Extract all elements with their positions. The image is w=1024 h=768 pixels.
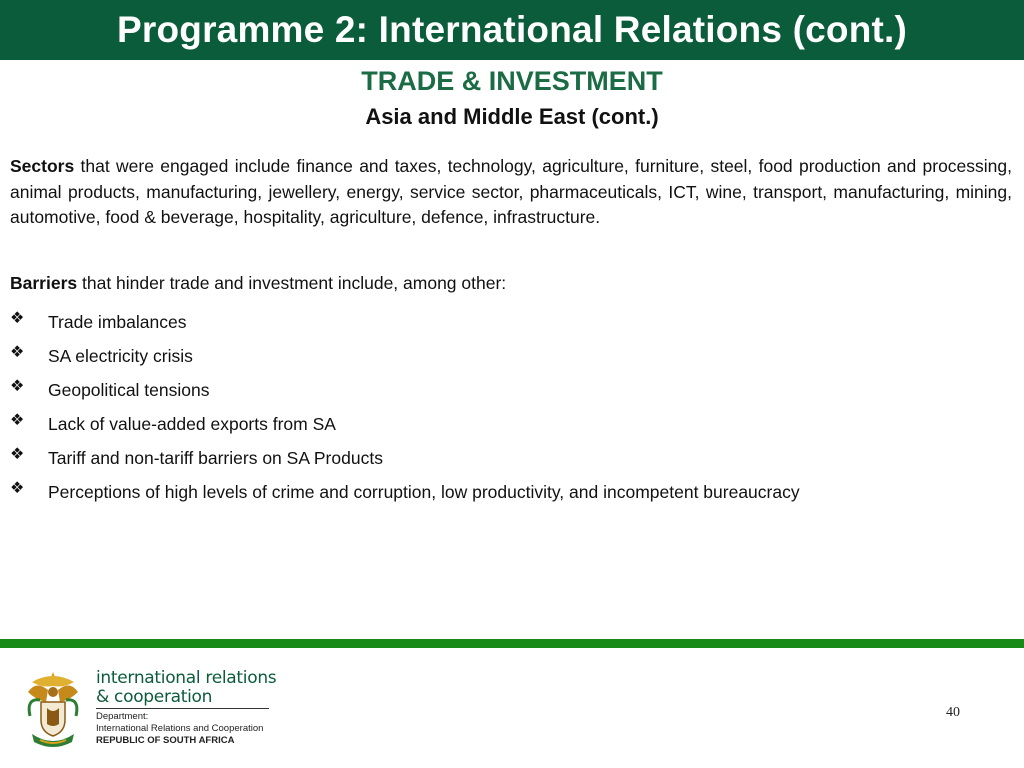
section-heading: TRADE & INVESTMENT bbox=[361, 66, 663, 96]
list-item bbox=[10, 441, 800, 475]
sectors-lead: Sectors bbox=[10, 156, 75, 176]
diamond-bullet-icon: ❖ bbox=[10, 478, 25, 497]
section-subheading: Asia and Middle East (cont.) bbox=[365, 104, 659, 129]
coat-of-arms-icon bbox=[22, 668, 84, 750]
logo-divider bbox=[96, 708, 269, 709]
barriers-intro bbox=[10, 273, 506, 294]
barriers-lead: Barriers bbox=[10, 273, 78, 293]
list-item bbox=[10, 305, 800, 339]
list-item-text: Trade imbalances bbox=[48, 311, 187, 332]
diamond-bullet-icon: ❖ bbox=[10, 308, 25, 327]
list-item bbox=[10, 407, 800, 441]
diamond-bullet-icon: ❖ bbox=[10, 342, 25, 361]
department-name bbox=[96, 711, 263, 747]
sectors-text: that were engaged include finance and taxes, technology, agriculture, furniture, steel, food production and processing, animal products, manufacturing, jewellery, energy, service sector, pharmaceuticals, ICT, wine, transport, manufacturing, mining, automotive, food & beverage, hospitality, agriculture, defence, infrastructure. bbox=[10, 156, 1012, 227]
list-item-text: Geopolitical tensions bbox=[48, 379, 210, 400]
logo-text-line1: international relations bbox=[96, 668, 277, 688]
list-item-text: Perceptions of high levels of crime and corruption, low productivity, and incompetent bureaucracy bbox=[48, 481, 800, 502]
slide-title: Programme 2: International Relations (cont.) bbox=[116, 9, 908, 50]
list-item bbox=[10, 373, 800, 407]
barriers-intro-text: that hinder trade and investment include, among other: bbox=[77, 273, 507, 293]
logo-text-line2: & cooperation bbox=[96, 687, 213, 707]
diamond-bullet-icon: ❖ bbox=[10, 410, 25, 429]
diamond-bullet-icon: ❖ bbox=[10, 376, 25, 395]
title-bar bbox=[0, 0, 1024, 60]
department-label: Department: bbox=[96, 711, 149, 722]
department-title: International Relations and Cooperation bbox=[96, 723, 264, 734]
page-number: 40 bbox=[946, 705, 960, 720]
diamond-bullet-icon: ❖ bbox=[10, 444, 25, 463]
footer-divider bbox=[0, 639, 1024, 648]
sectors-paragraph bbox=[10, 154, 1012, 231]
list-item bbox=[10, 339, 800, 373]
country-name: REPUBLIC OF SOUTH AFRICA bbox=[96, 735, 235, 746]
list-item-text: SA electricity crisis bbox=[48, 345, 193, 366]
barriers-list bbox=[10, 305, 800, 509]
list-item-text: Lack of value-added exports from SA bbox=[48, 413, 336, 434]
list-item-text: Tariff and non-tariff barriers on SA Products bbox=[48, 447, 383, 468]
list-item bbox=[10, 475, 800, 509]
dirco-logo bbox=[22, 668, 282, 752]
